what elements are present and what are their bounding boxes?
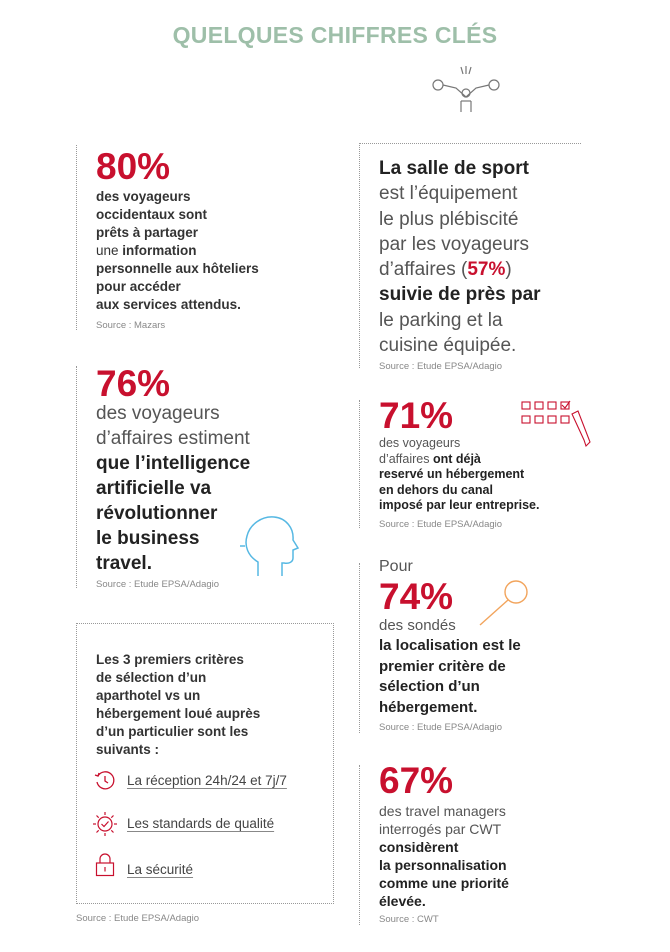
stat-71-value: 71% bbox=[379, 395, 454, 436]
magnifier-icon bbox=[476, 577, 532, 629]
divider-71 bbox=[359, 400, 360, 528]
stat-74-source: Source : Etude EPSA/Adagio bbox=[379, 722, 503, 733]
stat-74-bold: la localisation est le premier critère de sélection d’un hébergement. bbox=[379, 637, 521, 716]
stat-67-bold: considèrent la personnalisation comme une priorité élevée. bbox=[379, 839, 509, 909]
stat-76-value: 76% bbox=[96, 363, 171, 404]
divider-sport-top bbox=[359, 143, 581, 144]
stat-80-value: 80% bbox=[96, 146, 171, 187]
clock-icon bbox=[94, 770, 116, 792]
stat-76-source: Source : Etude EPSA/Adagio bbox=[96, 579, 220, 590]
criteria-intro: Les 3 premiers critères de sélection d’un aparthotel vs un hébergement loué auprès d’un particulier sont les suivants : bbox=[96, 652, 261, 757]
criteria-item-quality: Les standards de qualité bbox=[127, 816, 275, 831]
criteria-item-security: La sécurité bbox=[127, 862, 194, 877]
stat-76-intro: des voyageurs d’affaires estiment bbox=[96, 403, 250, 449]
divider-67 bbox=[359, 765, 360, 925]
stat-71-source: Source : Etude EPSA/Adagio bbox=[379, 519, 503, 530]
divider-76 bbox=[76, 366, 77, 588]
stat-67-intro: des travel managers interrogés par CWT bbox=[379, 803, 506, 837]
divider-74 bbox=[359, 563, 360, 733]
sport-source: Source : Etude EPSA/Adagio bbox=[379, 361, 503, 372]
stat-71-text: des voyageurs d’affaires ont déjà reservé un hébergement en dehors du canal imposé par leur entreprise. bbox=[379, 436, 540, 513]
stat-80-text: des voyageurs occidentaux sont prêts à partager une information personnelle aux hôteliers pour accéder aux services attendus. bbox=[96, 189, 259, 312]
sport-text: La salle de sport est l’équipement le plus plébiscité par les voyageurs d’affaires (57%) suivie de près par le parking et la cuisine équipée. bbox=[379, 158, 541, 357]
stat-74-value: 74% bbox=[379, 576, 454, 617]
celebration-icon bbox=[428, 64, 504, 114]
divider-80 bbox=[76, 145, 77, 330]
page-title: QUELQUES CHIFFRES CLÉS bbox=[172, 22, 498, 48]
criteria-source: Source : Etude EPSA/Adagio bbox=[76, 913, 200, 924]
head-profile-icon bbox=[238, 512, 300, 578]
stat-74-pre: Pour bbox=[379, 558, 413, 575]
lock-icon bbox=[95, 853, 115, 877]
stat-67-value: 67% bbox=[379, 760, 454, 801]
criteria-item-reception: La réception 24h/24 et 7j/7 bbox=[127, 773, 287, 788]
quality-badge-icon bbox=[92, 811, 118, 837]
stat-74-intro: des sondés bbox=[379, 617, 456, 634]
stat-76-bold: que l’intelligence artificielle va révolutionner le business travel. bbox=[96, 453, 251, 574]
divider-sport bbox=[359, 143, 360, 368]
stat-80-source: Source : Mazars bbox=[96, 320, 166, 331]
stat-67-source: Source : CWT bbox=[379, 914, 439, 925]
